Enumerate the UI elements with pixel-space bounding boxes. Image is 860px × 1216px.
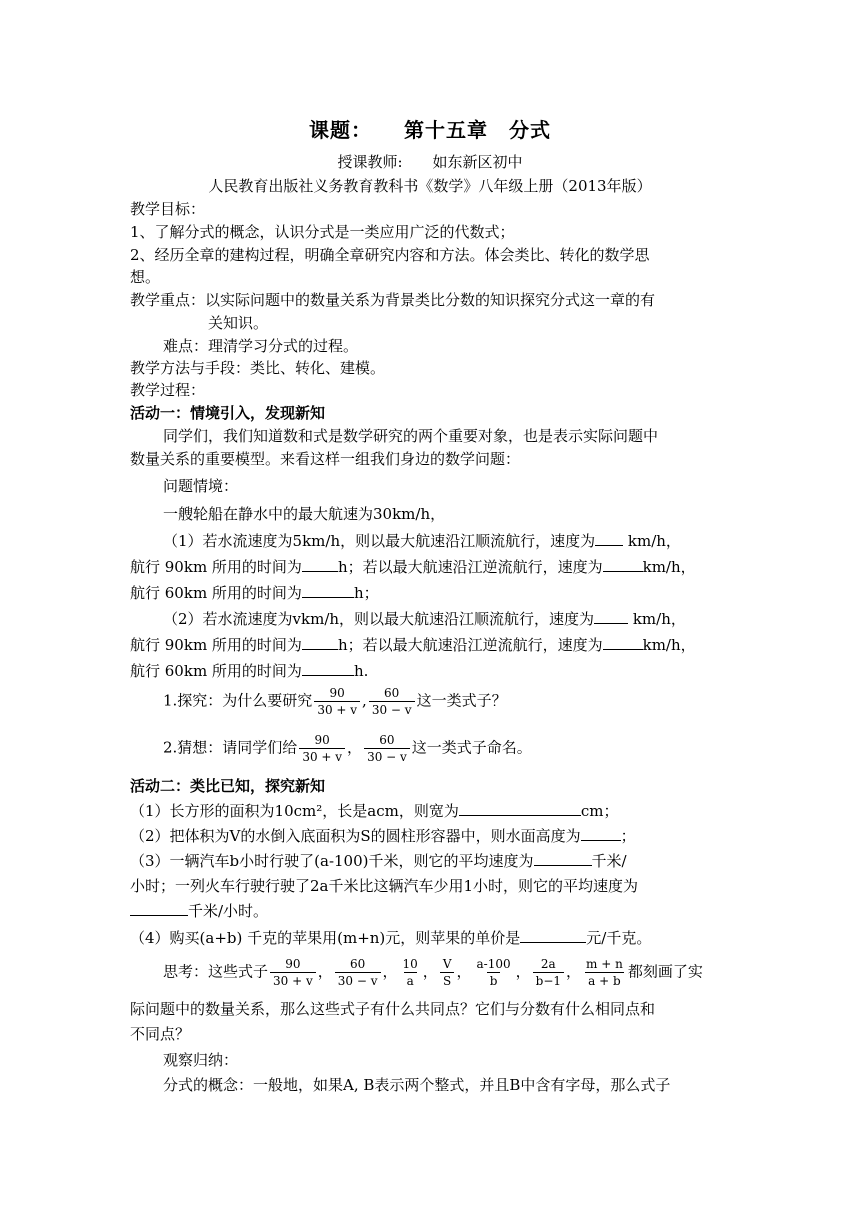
difficulty: 难点：理清学习分式的过程。	[163, 337, 359, 355]
fraction: $\frac{10}{a}$	[402, 957, 418, 988]
explore-text-end: 这一类式子？	[416, 691, 507, 710]
concept-definition: 分式的概念：一般地，如果A, B表示两个整式，并且B中含有字母，那么式子	[163, 1076, 671, 1094]
teacher-line: 授课教师: 如东新区初中	[337, 153, 523, 171]
fraction: $\frac{2a}{b-1}$	[533, 957, 564, 988]
think-text-end: 都刻画了实	[627, 962, 703, 981]
question2-line-c	[130, 660, 368, 682]
question1-line-b	[130, 556, 696, 578]
page-title: 课题： 第十五章 分式	[309, 118, 551, 142]
fraction: $\frac{a-100}{b}$	[476, 957, 511, 988]
teaching-process: 教学过程：	[130, 381, 206, 399]
goal-item-2b: 想。	[130, 268, 161, 286]
fraction: $\frac{60}{30 - v}$	[369, 686, 415, 717]
p3-unit2: 千米/小时。	[188, 902, 269, 920]
problem3-b: 小时；一列火车行驶行驶了2a千米比这辆汽车少用1小时，则它的平均速度为	[130, 877, 639, 895]
q1-c-text: 航行 60km 所用的时间为	[130, 584, 302, 602]
q1-unit: km/h，	[627, 532, 681, 550]
textbook-line: 人民教育出版社义务教育教科书《数学》八年级上册（2013年版）	[208, 177, 652, 195]
p3-unit: 千米/	[591, 852, 627, 870]
q1-text: （1）若水流速度为5km/h，则以最大航速沿江顺流航行，速度为	[163, 532, 596, 550]
p2-end: ；	[620, 827, 636, 845]
activity1-intro-a: 同学们，我们知道数和式是数学研究的两个重要对象，也是表示实际问题中	[163, 427, 659, 445]
answer-blank	[302, 661, 354, 676]
teaching-method: 教学方法与手段：类比、转化、建模。	[130, 359, 386, 377]
explore-text: 1.探究：为什么要研究	[163, 691, 313, 710]
guess-text: 2.猜想：请同学们给	[163, 738, 298, 757]
situation-label: 问题情境：	[163, 477, 239, 495]
answer-blank	[594, 609, 628, 624]
goal-item-2a: 2、经历全章的建构过程，明确全章研究内容和方法。体会类比、转化的数学思	[130, 246, 650, 264]
explore-line: 1.探究：为什么要研究 $\frac{90}{30 + v}$ , $\frac{60}{30 - v}$ 这一类式子？	[163, 686, 507, 717]
answer-blank	[130, 901, 188, 916]
q2-b-text2: h；若以最大航速沿江逆流航行，速度为	[337, 636, 603, 654]
q1-b-text: 航行 90km 所用的时间为	[130, 558, 302, 576]
problem1	[130, 800, 618, 822]
answer-blank	[520, 928, 586, 943]
q1-c-unit: h；	[353, 584, 379, 602]
p2-text: （2）把体积为V的水倒入底面积为S的圆柱形容器中，则水面高度为	[130, 827, 581, 845]
problem4	[130, 927, 651, 949]
p4-unit: 元/千克。	[586, 929, 652, 947]
activity1-intro-b: 数量关系的重要模型。来看这样一组我们身边的数学问题：	[130, 450, 521, 468]
fraction: $\frac{90}{30 + v}$	[270, 957, 316, 988]
activity2-heading: 活动二：类比已知，探究新知	[130, 777, 326, 795]
answer-blank	[302, 557, 338, 572]
goals-heading: 教学目标：	[130, 200, 206, 218]
q2-b-unit: km/h，	[642, 636, 696, 654]
p1-text: （1）长方形的面积为10cm²，长是acm，则宽为	[130, 802, 459, 820]
fraction: $\frac{90}{30 + v}$	[299, 733, 345, 764]
fraction: $\frac{60}{30 - v}$	[335, 957, 381, 988]
question1-line-a	[163, 530, 681, 552]
q2-text: （2）若水流速度为vkm/h，则以最大航速沿江顺流航行，速度为	[163, 610, 595, 628]
ship-statement: 一艘轮船在静水中的最大航速为30km/h，	[163, 505, 446, 523]
q1-b-text2: h；若以最大航速沿江逆流航行，速度为	[337, 558, 603, 576]
answer-blank	[302, 583, 354, 598]
answer-blank	[603, 635, 643, 650]
problem2	[130, 825, 636, 847]
fraction: $\frac{V}{S}$	[440, 957, 455, 988]
answer-blank	[581, 826, 621, 841]
answer-blank	[603, 557, 643, 572]
goal-item-1: 1、了解分式的概念，认识分式是一类应用广泛的代数式；	[130, 223, 515, 241]
q1-b-unit: km/h，	[642, 558, 696, 576]
observe-label: 观察归纳：	[163, 1051, 239, 1069]
question1-line-c	[130, 582, 379, 604]
question2-line-b	[130, 634, 696, 656]
q2-c-unit: h.	[353, 662, 369, 680]
key-point-a: 教学重点：以实际问题中的数量关系为背景类比分数的知识探究分式这一章的有	[130, 291, 656, 309]
think-line-c: 不同点？	[130, 1025, 191, 1043]
answer-blank	[534, 851, 592, 866]
fraction: $\frac{60}{30 - v}$	[364, 733, 410, 764]
answer-blank	[459, 801, 581, 816]
fraction: $\frac{m + n}{a + b}$	[586, 957, 623, 988]
p3-text: （3）一辆汽车b小时行驶了(a-100)千米，则它的平均速度为	[130, 852, 534, 870]
problem3-a	[130, 850, 627, 872]
q2-b-text: 航行 90km 所用的时间为	[130, 636, 302, 654]
guess-line: 2.猜想：请同学们给 $\frac{90}{30 + v}$ ， $\frac{60}{30 - v}$ 这一类式子命名。	[163, 733, 532, 764]
p1-unit: cm；	[580, 802, 619, 820]
answer-blank	[302, 635, 338, 650]
problem3-c	[130, 900, 268, 922]
think-line-b: 际问题中的数量关系，那么这些式子有什么共同点？它们与分数有什么相同点和	[130, 1000, 656, 1018]
guess-text-end: 这一类式子命名。	[411, 738, 532, 757]
question2-line-a	[163, 608, 686, 630]
activity1-heading: 活动一：情境引入，发现新知	[130, 404, 326, 422]
p4-text: （4）购买(a+b) 千克的苹果用(m+n)元，则苹果的单价是	[130, 929, 521, 947]
answer-blank	[595, 531, 623, 546]
think-line: 思考：这些式子 $\frac{90}{30 + v}$ ， $\frac{60}{30 - v}$ ， $\frac{10}{a}$ ， $\frac{V}{S}$ ， $\frac{a-100}{b}$ ， $\frac{2a}{b-1}$ ， $\frac{m + n}{a + b}$ 都刻画了实	[163, 957, 703, 988]
key-point-b: 关知识。	[208, 314, 269, 332]
fraction: $\frac{90}{30 + v}$	[314, 686, 360, 717]
think-text: 思考：这些式子	[163, 962, 269, 981]
q2-c-text: 航行 60km 所用的时间为	[130, 662, 302, 680]
q2-unit: km/h，	[632, 610, 686, 628]
